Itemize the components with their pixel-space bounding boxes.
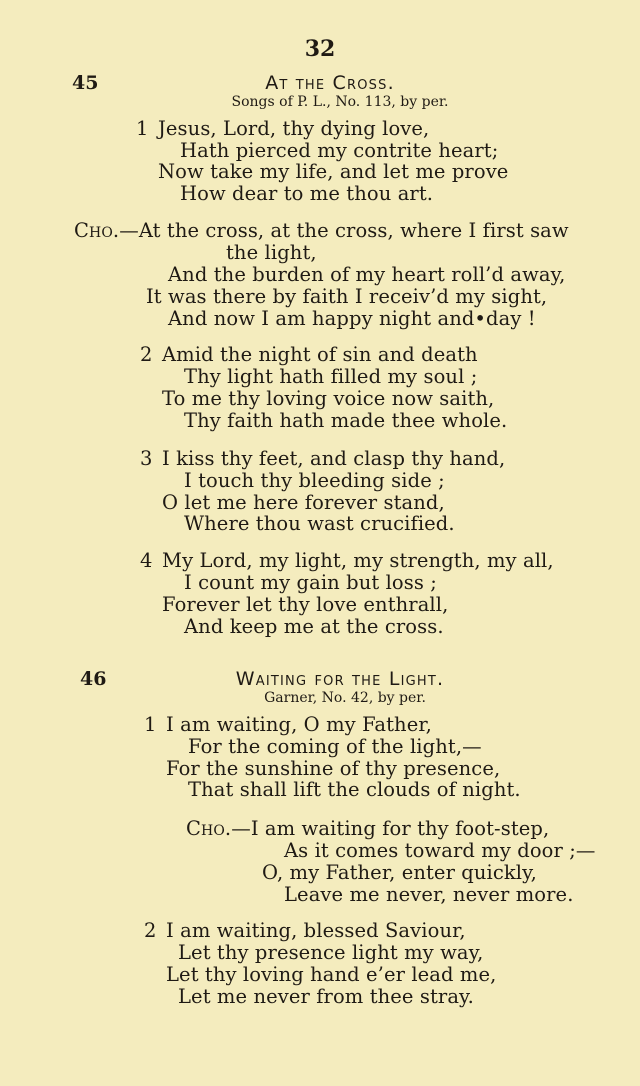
- chorus-line: the light,: [226, 241, 317, 264]
- verse-line: To me thy loving voice now saith,: [162, 387, 495, 410]
- chorus-line: [74, 220, 569, 242]
- verse-line: Thy light hath filled my soul ;: [184, 365, 478, 388]
- chorus-text: —I am waiting for thy foot-step,: [231, 817, 550, 840]
- chorus-line: As it comes toward my door ;—: [284, 839, 596, 862]
- verse-number: 2: [144, 919, 157, 942]
- chorus-line: And now I am happy night and•day !: [168, 307, 536, 330]
- verse-line: Amid the night of sin and death: [162, 343, 478, 366]
- verse-line: My Lord, my light, my strength, my all,: [162, 549, 554, 572]
- chorus-line: [186, 818, 549, 840]
- verse-line: I kiss thy feet, and clasp thy hand,: [162, 447, 506, 470]
- chorus-line: O, my Father, enter quickly,: [262, 861, 537, 884]
- verse-line: That shall lift the clouds of night.: [188, 778, 521, 801]
- hymn-title: Waiting for the Light.: [235, 668, 445, 690]
- verse-line: Hath pierced my contrite heart;: [180, 139, 499, 162]
- verse-line: Let thy presence light my way,: [178, 941, 484, 964]
- verse-number: 3: [140, 447, 153, 470]
- chorus-text: —At the cross, at the cross, where I first saw: [119, 219, 569, 242]
- chorus-line: And the burden of my heart roll’d away,: [168, 263, 566, 286]
- verse-line: Now take my life, and let me prove: [158, 160, 509, 183]
- verse-line: I count my gain but loss ;: [184, 571, 437, 594]
- verse-number: 2: [140, 343, 153, 366]
- verse-line: Forever let thy love enthrall,: [162, 593, 449, 616]
- chorus-label: Cho.: [74, 219, 120, 242]
- verse-line: Thy faith hath made thee whole.: [184, 409, 508, 432]
- chorus-line: Leave me never, never more.: [284, 883, 574, 906]
- hymn-source: Garner, No. 42, by per.: [264, 690, 426, 706]
- chorus-label: Cho.: [186, 817, 232, 840]
- verse-line: How dear to me thou art.: [180, 182, 434, 205]
- verse-number: 4: [140, 549, 153, 572]
- verse-line: Let thy loving hand e’er lead me,: [166, 963, 497, 986]
- verse-line: O let me here forever stand,: [162, 491, 445, 514]
- page-number: 32: [304, 36, 336, 62]
- hymn-number: 46: [80, 668, 107, 690]
- verse-line: Jesus, Lord, thy dying love,: [158, 117, 430, 140]
- verse-line: I am waiting, O my Father,: [166, 713, 432, 736]
- verse-number: 1: [136, 117, 149, 140]
- verse-line: Where thou wast crucified.: [184, 512, 455, 535]
- verse-line: I am waiting, blessed Saviour,: [166, 919, 466, 942]
- verse-line: I touch thy bleeding side ;: [184, 469, 445, 492]
- chorus-line: It was there by faith I receiv’d my sight,: [146, 285, 548, 308]
- verse-line: For the sunshine of thy presence,: [166, 757, 501, 780]
- hymn-title: At the Cross.: [265, 72, 395, 94]
- verse-line: And keep me at the cross.: [184, 615, 444, 638]
- verse-line: For the coming of the light,—: [188, 735, 482, 758]
- hymn-source: Songs of P. L., No. 113, by per.: [231, 94, 449, 110]
- verse-number: 1: [144, 713, 157, 736]
- hymn-number: 45: [72, 72, 99, 94]
- verse-line: Let me never from thee stray.: [178, 985, 474, 1008]
